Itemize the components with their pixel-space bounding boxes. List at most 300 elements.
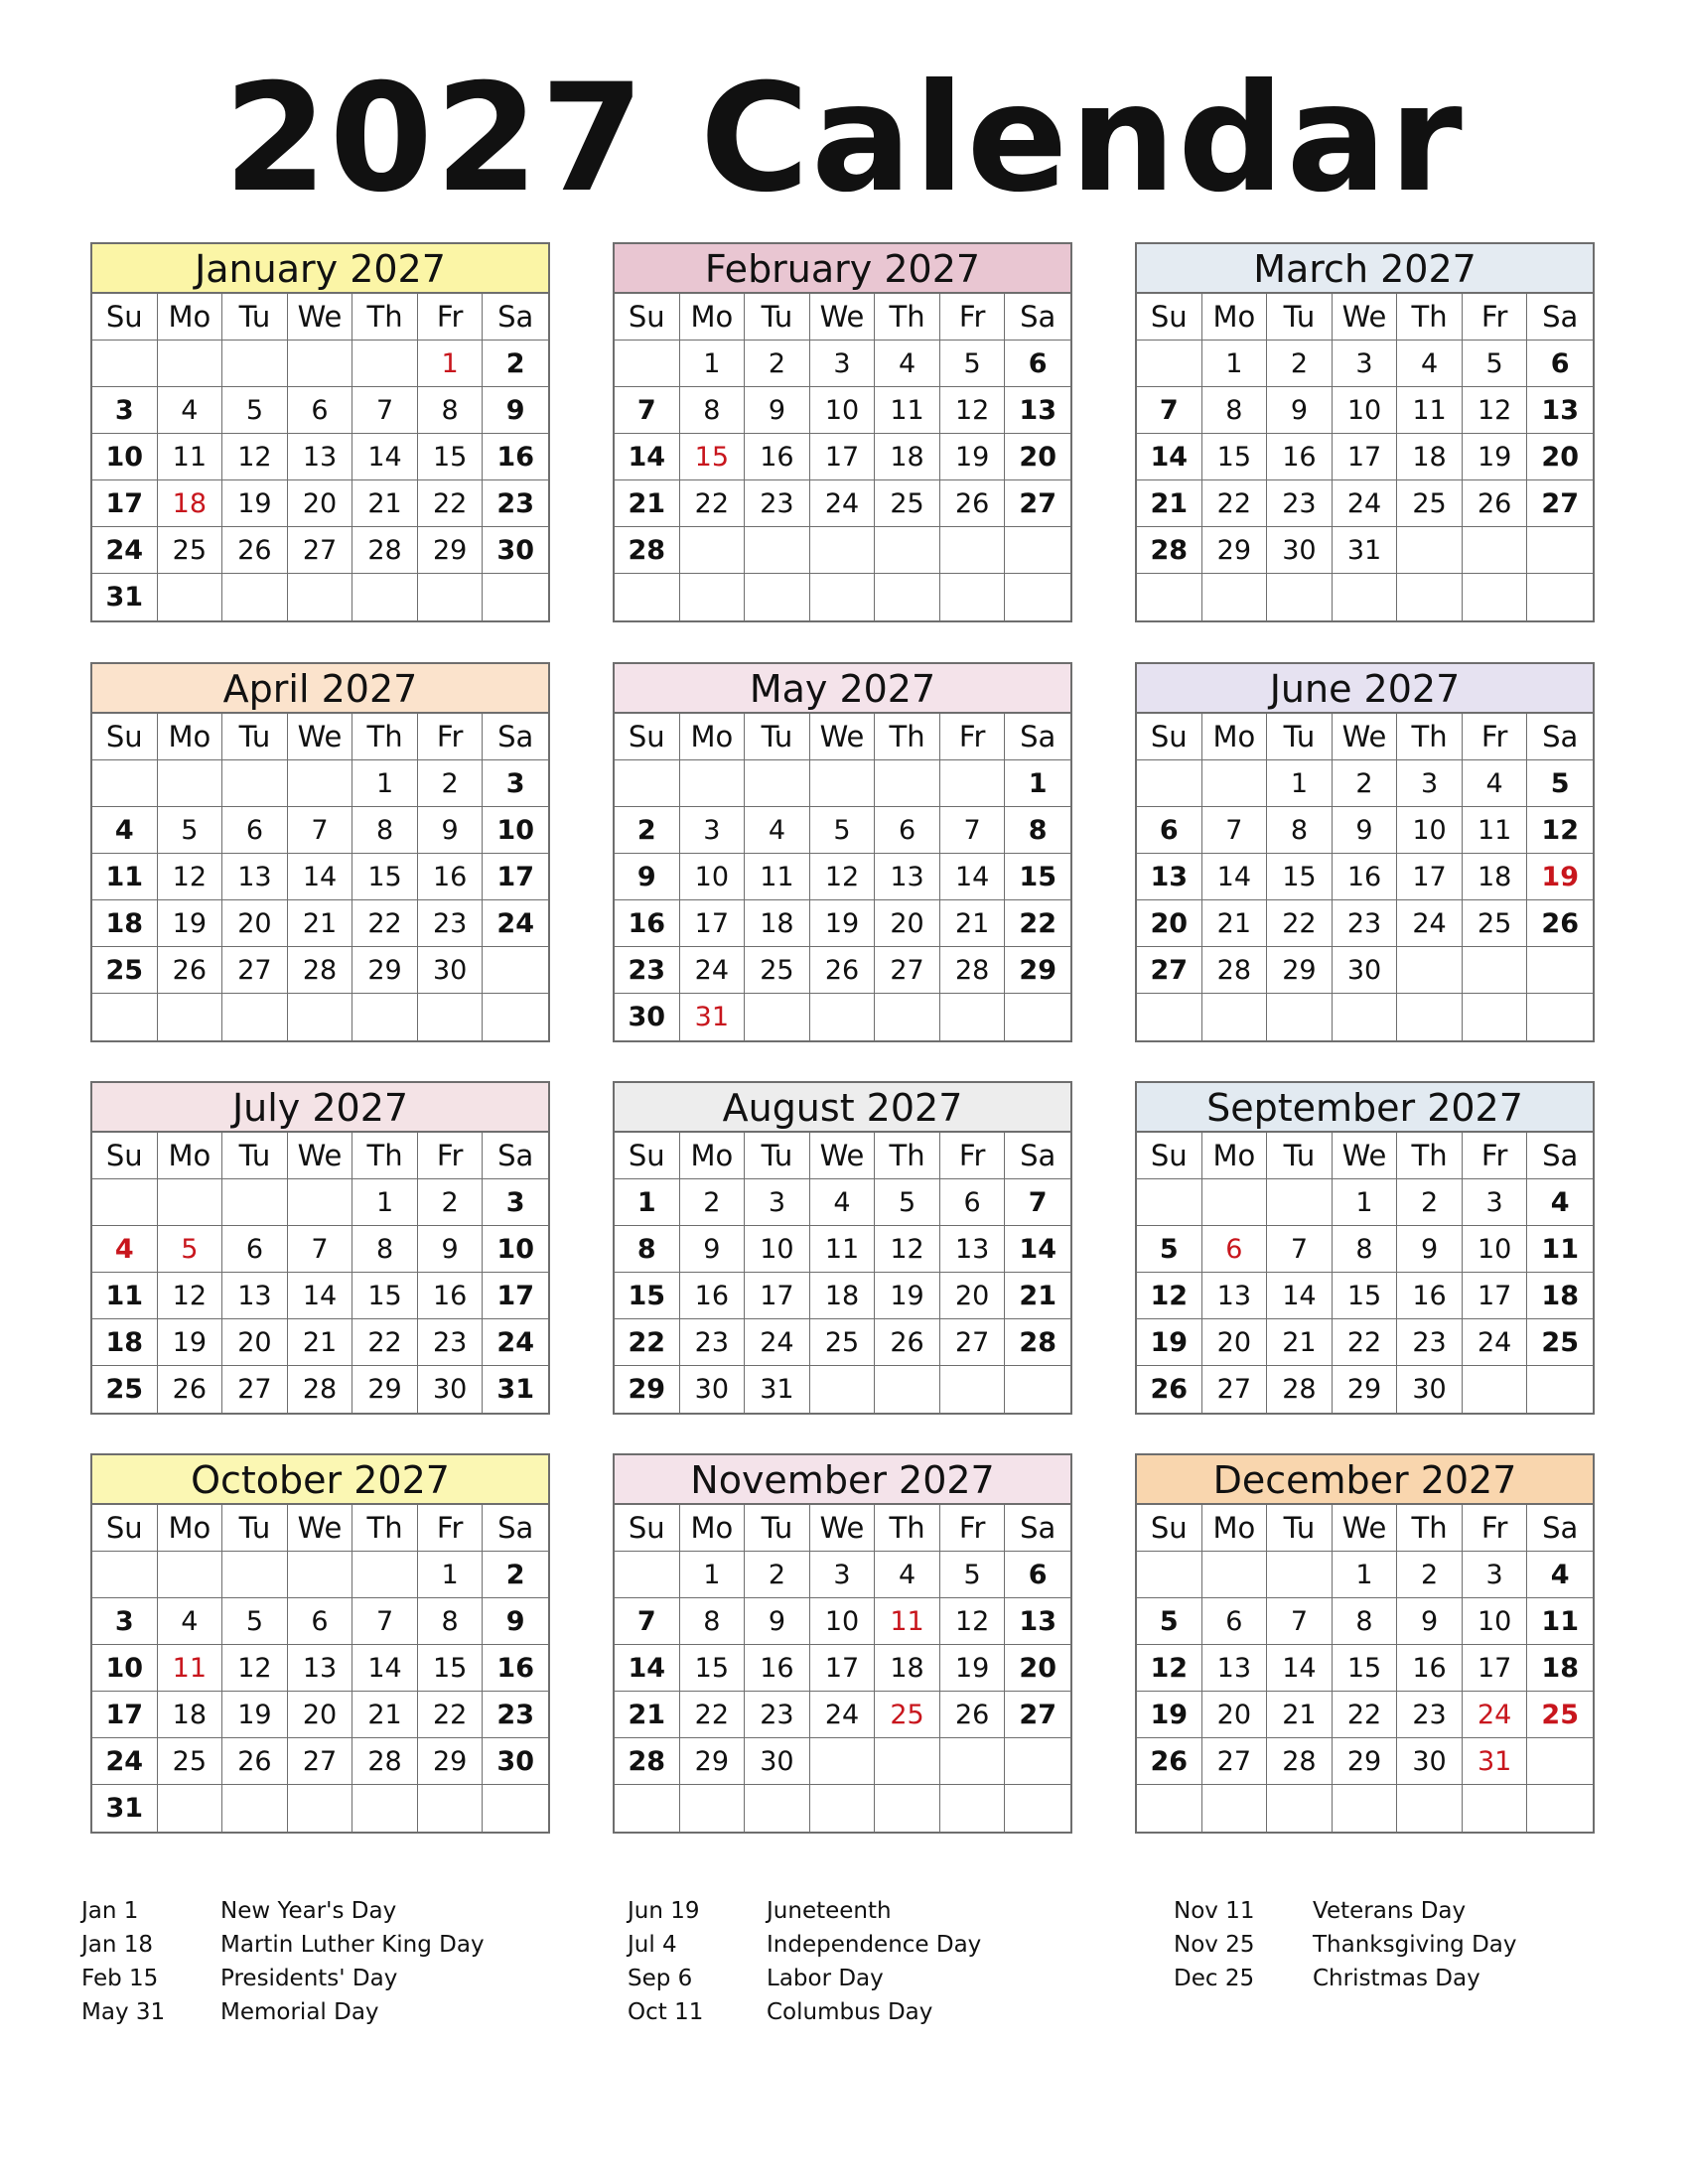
empty-cell xyxy=(940,1366,1006,1413)
weekday-header: Mo xyxy=(1202,1133,1268,1179)
day-cell: 4 xyxy=(745,807,810,854)
weekday-header: Tu xyxy=(745,1133,810,1179)
day-cell: 20 xyxy=(288,1692,353,1738)
month-july xyxy=(90,1081,550,1415)
day-cell: 6 xyxy=(1527,341,1593,387)
day-cell: 18 xyxy=(1527,1645,1593,1692)
empty-cell xyxy=(1463,994,1528,1040)
day-cell: 1 xyxy=(1202,341,1268,387)
day-cell: 24 xyxy=(745,1319,810,1366)
month-title: April 2027 xyxy=(92,664,548,714)
day-cell: 26 xyxy=(810,947,876,994)
day-cell: 29 xyxy=(615,1366,680,1413)
empty-cell xyxy=(1267,1179,1333,1226)
day-cell: 27 xyxy=(875,947,940,994)
day-cell: 7 xyxy=(352,387,418,434)
empty-cell xyxy=(940,527,1006,574)
empty-cell xyxy=(158,1552,223,1598)
empty-cell xyxy=(875,1366,940,1413)
day-cell: 21 xyxy=(288,900,353,947)
month-title: July 2027 xyxy=(92,1083,548,1133)
day-cell: 10 xyxy=(680,854,746,900)
day-cell: 29 xyxy=(418,1738,484,1785)
day-cell: 23 xyxy=(1397,1692,1463,1738)
day-cell: 11 xyxy=(1527,1226,1593,1273)
day-cell: 14 xyxy=(1137,434,1202,480)
day-cell: 17 xyxy=(1463,1645,1528,1692)
holiday-item xyxy=(628,1928,981,1962)
empty-cell xyxy=(940,1738,1006,1785)
day-cell: 1 xyxy=(1005,760,1070,807)
day-cell: 6 xyxy=(1005,1552,1070,1598)
holiday-date: Jan 1 xyxy=(81,1898,139,1924)
day-cell: 10 xyxy=(745,1226,810,1273)
day-cell: 20 xyxy=(288,480,353,527)
holiday-item xyxy=(81,1995,485,2029)
empty-cell xyxy=(1527,1366,1593,1413)
month-december xyxy=(1135,1453,1595,1834)
empty-cell xyxy=(1005,1366,1070,1413)
empty-cell xyxy=(1267,1552,1333,1598)
day-cell: 20 xyxy=(1527,434,1593,480)
day-cell: 20 xyxy=(222,900,288,947)
weekday-header: Fr xyxy=(418,714,484,760)
day-cell: 4 xyxy=(1527,1179,1593,1226)
day-cell: 11 xyxy=(875,1598,940,1645)
weekday-header: Su xyxy=(615,1133,680,1179)
day-cell: 10 xyxy=(1463,1598,1528,1645)
day-cell: 29 xyxy=(1267,947,1333,994)
day-cell: 26 xyxy=(940,480,1006,527)
day-cell: 17 xyxy=(483,854,548,900)
month-june xyxy=(1135,662,1595,1042)
empty-cell xyxy=(92,341,158,387)
holiday-column xyxy=(628,1894,981,2029)
day-cell: 31 xyxy=(1333,527,1398,574)
day-cell: 10 xyxy=(810,387,876,434)
empty-cell xyxy=(1267,1785,1333,1832)
day-cell: 20 xyxy=(1137,900,1202,947)
empty-cell xyxy=(158,1179,223,1226)
day-cell: 15 xyxy=(1333,1645,1398,1692)
day-cell: 13 xyxy=(875,854,940,900)
empty-cell xyxy=(875,1738,940,1785)
day-cell: 29 xyxy=(1333,1738,1398,1785)
empty-cell xyxy=(1397,1785,1463,1832)
weekday-header: We xyxy=(810,1505,876,1552)
empty-cell xyxy=(745,574,810,620)
empty-cell xyxy=(158,341,223,387)
empty-cell xyxy=(875,527,940,574)
day-cell: 7 xyxy=(1137,387,1202,434)
month-april xyxy=(90,662,550,1042)
weekday-header: Su xyxy=(1137,294,1202,341)
day-cell: 14 xyxy=(1267,1645,1333,1692)
day-cell: 22 xyxy=(352,900,418,947)
holiday-item xyxy=(81,1962,485,1995)
day-cell: 14 xyxy=(288,1273,353,1319)
holiday-date: Feb 15 xyxy=(81,1966,159,1991)
day-cell: 11 xyxy=(1463,807,1528,854)
empty-cell xyxy=(1527,1738,1593,1785)
holiday-name: Presidents' Day xyxy=(220,1966,398,1991)
day-cell: 20 xyxy=(1202,1692,1268,1738)
day-cell: 13 xyxy=(1005,1598,1070,1645)
day-cell: 9 xyxy=(483,1598,548,1645)
day-cell: 2 xyxy=(483,1552,548,1598)
weekday-header: Tu xyxy=(222,1133,288,1179)
day-cell: 6 xyxy=(875,807,940,854)
day-cell: 25 xyxy=(1527,1319,1593,1366)
day-cell: 30 xyxy=(483,1738,548,1785)
day-cell: 7 xyxy=(1267,1226,1333,1273)
empty-cell xyxy=(1527,574,1593,620)
weekday-header: Th xyxy=(352,1133,418,1179)
weekday-header: Tu xyxy=(745,294,810,341)
day-cell: 23 xyxy=(483,1692,548,1738)
day-cell: 29 xyxy=(1005,947,1070,994)
day-cell: 10 xyxy=(483,807,548,854)
day-cell: 24 xyxy=(1463,1319,1528,1366)
weekday-header: Tu xyxy=(745,1505,810,1552)
day-cell: 28 xyxy=(1267,1738,1333,1785)
empty-cell xyxy=(1333,1785,1398,1832)
empty-cell xyxy=(680,760,746,807)
weekday-header: Sa xyxy=(1005,294,1070,341)
empty-cell xyxy=(92,994,158,1040)
day-cell: 27 xyxy=(1527,480,1593,527)
weekday-header: Tu xyxy=(1267,1505,1333,1552)
day-cell: 11 xyxy=(875,387,940,434)
day-cell: 15 xyxy=(615,1273,680,1319)
day-cell: 25 xyxy=(92,1366,158,1413)
day-cell: 5 xyxy=(1527,760,1593,807)
holiday-date: Nov 25 xyxy=(1174,1932,1255,1958)
day-cell: 13 xyxy=(288,434,353,480)
day-cell: 22 xyxy=(1333,1319,1398,1366)
weekday-header: Su xyxy=(1137,714,1202,760)
day-cell: 28 xyxy=(288,947,353,994)
day-cell: 3 xyxy=(745,1179,810,1226)
empty-cell xyxy=(875,1785,940,1832)
weekday-header: Mo xyxy=(158,294,223,341)
day-cell: 26 xyxy=(158,1366,223,1413)
empty-cell xyxy=(1397,947,1463,994)
weekday-header: Sa xyxy=(1005,714,1070,760)
weekday-header: Th xyxy=(875,714,940,760)
day-cell: 22 xyxy=(418,480,484,527)
empty-cell xyxy=(1137,760,1202,807)
day-cell: 22 xyxy=(615,1319,680,1366)
weekday-header: Th xyxy=(352,1505,418,1552)
day-cell: 28 xyxy=(1202,947,1268,994)
weekday-header: We xyxy=(288,1505,353,1552)
month-title: October 2027 xyxy=(92,1455,548,1505)
weekday-header: Fr xyxy=(940,294,1006,341)
holiday-date: Sep 6 xyxy=(628,1966,693,1991)
weekday-header: Th xyxy=(1397,714,1463,760)
empty-cell xyxy=(1397,574,1463,620)
weekday-header: Fr xyxy=(418,1505,484,1552)
day-cell: 27 xyxy=(1005,480,1070,527)
empty-cell xyxy=(1202,574,1268,620)
day-cell: 19 xyxy=(158,1319,223,1366)
day-cell: 16 xyxy=(418,1273,484,1319)
day-cell: 31 xyxy=(745,1366,810,1413)
page-title: 2027 Calendar xyxy=(223,53,1465,225)
day-cell: 10 xyxy=(1333,387,1398,434)
empty-cell xyxy=(1527,1785,1593,1832)
day-cell: 8 xyxy=(1267,807,1333,854)
day-cell: 21 xyxy=(615,1692,680,1738)
month-title: February 2027 xyxy=(615,244,1070,294)
day-cell: 29 xyxy=(1202,527,1268,574)
day-cell: 5 xyxy=(810,807,876,854)
day-cell: 26 xyxy=(1527,900,1593,947)
day-cell: 12 xyxy=(158,1273,223,1319)
weekday-header: Sa xyxy=(483,294,548,341)
day-cell: 27 xyxy=(288,527,353,574)
day-cell: 21 xyxy=(1202,900,1268,947)
day-cell: 28 xyxy=(1137,527,1202,574)
empty-cell xyxy=(352,994,418,1040)
day-cell: 14 xyxy=(1267,1273,1333,1319)
empty-cell xyxy=(1137,1179,1202,1226)
month-august xyxy=(613,1081,1072,1415)
empty-cell xyxy=(418,1785,484,1832)
empty-cell xyxy=(158,574,223,620)
day-cell: 18 xyxy=(745,900,810,947)
weekday-header: Mo xyxy=(680,294,746,341)
day-cell: 30 xyxy=(1333,947,1398,994)
day-cell: 25 xyxy=(1527,1692,1593,1738)
day-cell: 3 xyxy=(483,1179,548,1226)
empty-cell xyxy=(875,574,940,620)
day-cell: 22 xyxy=(1005,900,1070,947)
empty-cell xyxy=(1137,341,1202,387)
day-cell: 25 xyxy=(92,947,158,994)
month-title: November 2027 xyxy=(615,1455,1070,1505)
day-cell: 20 xyxy=(1202,1319,1268,1366)
day-cell: 21 xyxy=(615,480,680,527)
day-cell: 8 xyxy=(1005,807,1070,854)
empty-cell xyxy=(680,527,746,574)
weekday-header: We xyxy=(810,294,876,341)
empty-cell xyxy=(810,1738,876,1785)
empty-cell xyxy=(615,574,680,620)
day-cell: 1 xyxy=(680,341,746,387)
weekday-header: Fr xyxy=(1463,294,1528,341)
empty-cell xyxy=(288,994,353,1040)
day-cell: 10 xyxy=(92,434,158,480)
empty-cell xyxy=(483,994,548,1040)
month-january xyxy=(90,242,550,622)
day-cell: 5 xyxy=(940,1552,1006,1598)
weekday-header: Mo xyxy=(1202,1505,1268,1552)
empty-cell xyxy=(92,760,158,807)
day-cell: 18 xyxy=(1463,854,1528,900)
day-cell: 27 xyxy=(222,1366,288,1413)
day-cell: 14 xyxy=(615,1645,680,1692)
weekday-header: We xyxy=(1333,294,1398,341)
day-cell: 17 xyxy=(680,900,746,947)
day-cell: 12 xyxy=(222,434,288,480)
day-cell: 4 xyxy=(1527,1552,1593,1598)
day-cell: 19 xyxy=(810,900,876,947)
empty-cell xyxy=(1527,994,1593,1040)
day-cell: 7 xyxy=(1267,1598,1333,1645)
weekday-header: Tu xyxy=(222,1505,288,1552)
day-cell: 21 xyxy=(940,900,1006,947)
day-cell: 20 xyxy=(875,900,940,947)
day-cell: 10 xyxy=(1463,1226,1528,1273)
holiday-name: Martin Luther King Day xyxy=(220,1932,485,1958)
day-cell: 3 xyxy=(680,807,746,854)
day-cell: 24 xyxy=(680,947,746,994)
day-cell: 3 xyxy=(483,760,548,807)
day-cell: 10 xyxy=(810,1598,876,1645)
day-cell: 23 xyxy=(1333,900,1398,947)
day-cell: 13 xyxy=(940,1226,1006,1273)
day-cell: 1 xyxy=(418,341,484,387)
day-cell: 29 xyxy=(418,527,484,574)
day-cell: 18 xyxy=(158,1692,223,1738)
empty-cell xyxy=(680,1785,746,1832)
empty-cell xyxy=(1202,994,1268,1040)
day-cell: 12 xyxy=(1463,387,1528,434)
day-cell: 6 xyxy=(288,1598,353,1645)
day-cell: 16 xyxy=(1397,1273,1463,1319)
weekday-header: Sa xyxy=(483,1133,548,1179)
holiday-name: New Year's Day xyxy=(220,1898,397,1924)
empty-cell xyxy=(1397,994,1463,1040)
day-cell: 15 xyxy=(418,434,484,480)
weekday-header: Su xyxy=(92,294,158,341)
empty-cell xyxy=(92,1179,158,1226)
day-cell: 30 xyxy=(1267,527,1333,574)
day-cell: 16 xyxy=(418,854,484,900)
day-cell: 2 xyxy=(615,807,680,854)
empty-cell xyxy=(288,1179,353,1226)
day-cell: 2 xyxy=(418,1179,484,1226)
day-cell: 31 xyxy=(92,574,158,620)
empty-cell xyxy=(615,341,680,387)
day-cell: 8 xyxy=(615,1226,680,1273)
weekday-header: Su xyxy=(92,1505,158,1552)
day-cell: 22 xyxy=(680,1692,746,1738)
day-cell: 2 xyxy=(745,1552,810,1598)
day-cell: 3 xyxy=(1397,760,1463,807)
day-cell: 7 xyxy=(615,1598,680,1645)
day-cell: 31 xyxy=(680,994,746,1040)
day-cell: 6 xyxy=(1202,1598,1268,1645)
day-cell: 27 xyxy=(1202,1366,1268,1413)
day-cell: 22 xyxy=(352,1319,418,1366)
day-cell: 12 xyxy=(810,854,876,900)
day-cell: 27 xyxy=(1137,947,1202,994)
day-cell: 12 xyxy=(1527,807,1593,854)
empty-cell xyxy=(810,527,876,574)
day-cell: 23 xyxy=(418,1319,484,1366)
day-cell: 8 xyxy=(1333,1598,1398,1645)
day-cell: 4 xyxy=(158,387,223,434)
holiday-item xyxy=(1174,1928,1517,1962)
weekday-header: Th xyxy=(1397,1505,1463,1552)
day-cell: 30 xyxy=(1397,1366,1463,1413)
empty-cell xyxy=(615,1785,680,1832)
day-cell: 17 xyxy=(1333,434,1398,480)
holiday-item xyxy=(81,1928,485,1962)
day-cell: 12 xyxy=(940,1598,1006,1645)
weekday-header: Sa xyxy=(1527,294,1593,341)
holiday-column xyxy=(81,1894,485,2029)
day-cell: 10 xyxy=(92,1645,158,1692)
day-cell: 23 xyxy=(1397,1319,1463,1366)
empty-cell xyxy=(1463,527,1528,574)
day-cell: 5 xyxy=(222,387,288,434)
empty-cell xyxy=(352,574,418,620)
day-cell: 24 xyxy=(810,1692,876,1738)
day-cell: 6 xyxy=(222,807,288,854)
empty-cell xyxy=(745,994,810,1040)
weekday-header: Tu xyxy=(745,714,810,760)
day-cell: 15 xyxy=(352,854,418,900)
day-cell: 3 xyxy=(92,1598,158,1645)
day-cell: 24 xyxy=(483,900,548,947)
weekday-header: We xyxy=(1333,714,1398,760)
day-cell: 5 xyxy=(222,1598,288,1645)
weekday-header: Tu xyxy=(1267,294,1333,341)
day-cell: 7 xyxy=(1005,1179,1070,1226)
weekday-header: Su xyxy=(92,714,158,760)
weekday-header: Fr xyxy=(1463,1133,1528,1179)
weekday-header: We xyxy=(288,294,353,341)
holiday-name: Christmas Day xyxy=(1313,1966,1480,1991)
day-cell: 30 xyxy=(1397,1738,1463,1785)
day-cell: 2 xyxy=(680,1179,746,1226)
day-cell: 28 xyxy=(615,1738,680,1785)
day-cell: 19 xyxy=(940,1645,1006,1692)
day-cell: 28 xyxy=(352,1738,418,1785)
day-cell: 12 xyxy=(1137,1273,1202,1319)
day-cell: 30 xyxy=(745,1738,810,1785)
day-cell: 11 xyxy=(1397,387,1463,434)
day-cell: 16 xyxy=(1267,434,1333,480)
day-cell: 19 xyxy=(1527,854,1593,900)
day-cell: 10 xyxy=(483,1226,548,1273)
day-cell: 11 xyxy=(745,854,810,900)
day-cell: 27 xyxy=(222,947,288,994)
day-cell: 7 xyxy=(352,1598,418,1645)
weekday-header: Sa xyxy=(483,1505,548,1552)
weekday-header: Th xyxy=(352,294,418,341)
weekday-header: Tu xyxy=(222,294,288,341)
day-cell: 4 xyxy=(875,1552,940,1598)
weekday-header: We xyxy=(810,714,876,760)
day-cell: 3 xyxy=(92,387,158,434)
empty-cell xyxy=(810,1366,876,1413)
day-cell: 29 xyxy=(352,947,418,994)
day-cell: 6 xyxy=(1202,1226,1268,1273)
day-cell: 18 xyxy=(92,900,158,947)
weekday-header: Th xyxy=(875,1133,940,1179)
empty-cell xyxy=(875,760,940,807)
day-cell: 11 xyxy=(1527,1598,1593,1645)
day-cell: 11 xyxy=(810,1226,876,1273)
day-cell: 2 xyxy=(1397,1552,1463,1598)
day-cell: 15 xyxy=(352,1273,418,1319)
day-cell: 23 xyxy=(418,900,484,947)
